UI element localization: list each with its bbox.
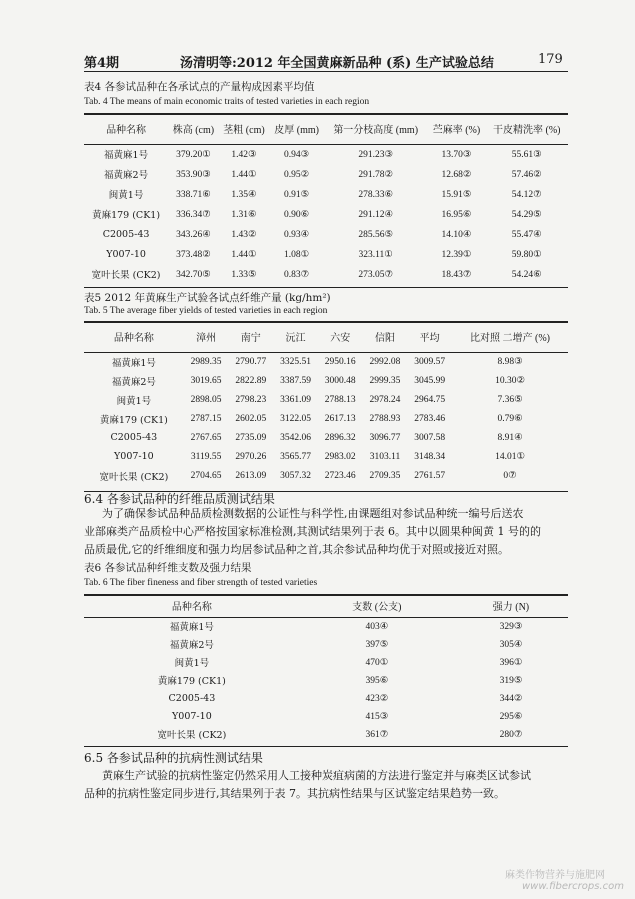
value-cell: 2983.02 bbox=[324, 451, 356, 462]
value-cell: 2989.35 bbox=[190, 356, 222, 367]
value-cell: 329③ bbox=[499, 621, 523, 632]
value-cell: 0⑦ bbox=[503, 471, 517, 481]
column-header: 苎麻率 (%) bbox=[427, 114, 485, 144]
table-row bbox=[84, 144, 568, 164]
page-number: 179 bbox=[538, 52, 563, 67]
value-cell: 2964.75 bbox=[414, 394, 446, 405]
para-line: 品种的抗病性鉴定同步进行,其结果列于表 7。其抗病性结果与区试鉴定结果趋势一致。 bbox=[84, 787, 505, 800]
column-header: 品种名称 bbox=[84, 322, 184, 352]
value-cell: 2896.32 bbox=[324, 432, 356, 443]
value-cell: 18.43⑦ bbox=[441, 269, 472, 280]
value-cell: 379.20① bbox=[176, 149, 211, 160]
value-cell: 353.90③ bbox=[176, 169, 211, 180]
value-cell: 2970.26 bbox=[235, 451, 267, 462]
value-cell: 15.91⑤ bbox=[441, 189, 472, 200]
value-cell: 3045.99 bbox=[414, 375, 446, 386]
table6-caption-cn: 表6 各参试品种纤维支数及强力结果 bbox=[84, 562, 252, 574]
value-cell: 361⑦ bbox=[365, 729, 389, 740]
value-cell: 342.70⑤ bbox=[176, 269, 211, 280]
table-header-row bbox=[84, 114, 568, 144]
value-cell: 54.29⑤ bbox=[511, 209, 542, 220]
para-line: 黄麻生产试验的抗病性鉴定仍然采用人工接种炭疽病菌的方法进行鉴定并与麻类区试参试 bbox=[102, 769, 531, 782]
value-cell: 285.56⑤ bbox=[358, 229, 393, 240]
value-cell: 397⑤ bbox=[365, 639, 389, 650]
value-cell: 2978.24 bbox=[369, 394, 401, 405]
table6 bbox=[84, 595, 568, 743]
section-6-4-heading: 6.4 各参试品种的纤维品质测试结果 bbox=[84, 492, 275, 506]
variety-name-cell: 宽叶长果 (CK2) bbox=[157, 730, 227, 741]
value-cell: 3542.06 bbox=[280, 432, 311, 443]
value-cell: 278.33⑥ bbox=[358, 189, 393, 200]
value-cell: 3009.57 bbox=[414, 356, 446, 367]
value-cell: 0.83⑦ bbox=[284, 269, 310, 280]
variety-name-cell: C2005-43 bbox=[102, 228, 150, 240]
table4-caption-cn: 表4 各参试品种在各承试点的产量构成因素平均值 bbox=[84, 81, 315, 93]
value-cell: 2798.23 bbox=[235, 394, 267, 405]
value-cell: 0.93④ bbox=[284, 229, 310, 240]
value-cell: 3361.09 bbox=[280, 394, 311, 405]
value-cell: 2613.09 bbox=[235, 470, 267, 481]
value-cell: 0.95② bbox=[284, 169, 310, 180]
value-cell: 2898.05 bbox=[190, 394, 222, 405]
para-line: 品质最优,它的纤维细度和强力均居参试品种之首,其余参试品种均优于对照或接近对照。 bbox=[84, 543, 509, 556]
value-cell: 2704.65 bbox=[190, 470, 222, 481]
value-cell: 1.43② bbox=[231, 229, 257, 240]
value-cell: 2617.13 bbox=[324, 413, 356, 424]
value-cell: 373.48② bbox=[176, 249, 211, 260]
variety-name-cell: 福黄麻2号 bbox=[111, 376, 156, 388]
table-row bbox=[84, 184, 568, 204]
value-cell: 2950.16 bbox=[324, 356, 356, 367]
table4-bottom-rule bbox=[84, 287, 568, 288]
section-6-5-heading: 6.5 各参试品种的抗病性测试结果 bbox=[84, 751, 263, 765]
value-cell: 0.91⑤ bbox=[284, 189, 310, 200]
value-cell: 403④ bbox=[365, 621, 389, 632]
value-cell: 57.46② bbox=[511, 169, 542, 180]
value-cell: 0.94③ bbox=[284, 149, 310, 160]
table-row bbox=[84, 244, 568, 264]
value-cell: 305④ bbox=[499, 639, 523, 650]
variety-name-cell: C2005-43 bbox=[110, 432, 158, 443]
value-cell: 336.34⑦ bbox=[176, 209, 211, 220]
column-header: 强力 (N) bbox=[454, 595, 568, 617]
variety-name-cell: 黄麻179 (CK1) bbox=[99, 414, 168, 426]
value-cell: 3057.32 bbox=[280, 470, 311, 481]
variety-name-cell: Y007-10 bbox=[106, 248, 146, 260]
value-cell: 14.01① bbox=[495, 452, 525, 462]
table-header-row bbox=[84, 322, 568, 352]
value-cell: 291.12④ bbox=[358, 209, 393, 220]
table-row bbox=[84, 707, 568, 725]
table-row bbox=[84, 447, 568, 466]
table-row bbox=[84, 224, 568, 244]
table-row bbox=[84, 466, 568, 485]
para-line: 为了确保参试品种品质检测数据的公证性与科学性,由课题组对参试品种统一编号后送农 bbox=[102, 507, 524, 520]
variety-name-cell: Y007-10 bbox=[172, 710, 212, 722]
column-header: 南宁 bbox=[228, 322, 273, 352]
value-cell: 291.78② bbox=[358, 169, 393, 180]
column-header: 株高 (cm) bbox=[168, 114, 219, 144]
value-cell: 470① bbox=[365, 657, 389, 668]
table-row bbox=[84, 635, 568, 653]
column-header: 支数 (公支) bbox=[300, 595, 454, 617]
value-cell: 338.71⑥ bbox=[176, 189, 211, 200]
value-cell: 1.31⑥ bbox=[231, 209, 257, 220]
value-cell: 273.05⑦ bbox=[358, 269, 393, 280]
value-cell: 3019.65 bbox=[190, 375, 222, 386]
value-cell: 7.36⑤ bbox=[497, 395, 523, 405]
column-header: 品种名称 bbox=[84, 114, 168, 144]
value-cell: 1.08① bbox=[284, 249, 310, 260]
issue-number: 第4期 bbox=[84, 56, 120, 71]
value-cell: 0.79⑥ bbox=[497, 414, 523, 424]
value-cell: 3387.59 bbox=[280, 375, 311, 386]
variety-name-cell: 福黄麻2号 bbox=[104, 170, 149, 181]
table-row bbox=[84, 164, 568, 184]
table-row bbox=[84, 352, 568, 371]
variety-name-cell: 闽黄1号 bbox=[174, 658, 210, 669]
variety-name-cell: 福黄麻2号 bbox=[169, 640, 214, 651]
value-cell: 3000.48 bbox=[324, 375, 356, 386]
value-cell: 12.39① bbox=[441, 249, 472, 260]
value-cell: 3103.11 bbox=[369, 451, 401, 462]
table-row bbox=[84, 725, 568, 743]
value-cell: 3565.77 bbox=[280, 451, 311, 462]
variety-name-cell: 闽黄1号 bbox=[108, 190, 144, 201]
value-cell: 343.26④ bbox=[176, 229, 211, 240]
value-cell: 2787.15 bbox=[190, 413, 222, 424]
variety-name-cell: 黄麻179 (CK1) bbox=[92, 210, 161, 221]
value-cell: 3096.77 bbox=[369, 432, 401, 443]
column-header: 漳州 bbox=[184, 322, 229, 352]
table-row bbox=[84, 264, 568, 284]
column-header: 第一分枝高度 (mm) bbox=[324, 114, 428, 144]
value-cell: 423② bbox=[365, 693, 389, 704]
section-6-5-paragraph bbox=[84, 767, 554, 803]
table4 bbox=[84, 114, 568, 284]
value-cell: 323.11① bbox=[358, 249, 393, 260]
value-cell: 344② bbox=[499, 693, 523, 704]
value-cell: 14.10④ bbox=[441, 229, 472, 240]
section-6-4-paragraph bbox=[84, 505, 554, 559]
column-header: 茎粗 (cm) bbox=[219, 114, 270, 144]
value-cell: 2723.46 bbox=[324, 470, 356, 481]
value-cell: 54.12⑦ bbox=[511, 189, 542, 200]
variety-name-cell: 闽黄1号 bbox=[116, 395, 152, 407]
value-cell: 2767.65 bbox=[190, 432, 222, 443]
value-cell: 2783.46 bbox=[414, 413, 446, 424]
column-header: 皮厚 (mm) bbox=[269, 114, 324, 144]
table-row bbox=[84, 653, 568, 671]
value-cell: 2602.05 bbox=[235, 413, 267, 424]
value-cell: 10.30② bbox=[495, 376, 525, 386]
value-cell: 2790.77 bbox=[235, 356, 267, 367]
table-row bbox=[84, 204, 568, 224]
running-title: 汤清明等:2012 年全国黄麻新品种 (系) 生产试验总结 bbox=[180, 56, 494, 71]
value-cell: 319⑤ bbox=[499, 675, 523, 686]
table-row bbox=[84, 428, 568, 447]
value-cell: 2822.89 bbox=[235, 375, 267, 386]
table6-caption-en: Tab. 6 The fiber fineness and fiber strength of tested varieties bbox=[84, 578, 318, 588]
column-header: 平均 bbox=[407, 322, 452, 352]
value-cell: 2992.08 bbox=[369, 356, 401, 367]
variety-name-cell: 宽叶长果 (CK2) bbox=[99, 471, 169, 483]
value-cell: 0.90⑥ bbox=[284, 209, 310, 220]
value-cell: 55.47④ bbox=[511, 229, 542, 240]
value-cell: 2788.93 bbox=[369, 413, 401, 424]
value-cell: 3148.34 bbox=[414, 451, 446, 462]
value-cell: 1.44① bbox=[231, 249, 257, 260]
table5-caption-cn: 表5 2012 年黄麻生产试验各试点纤维产量 (kg/hm²) bbox=[84, 292, 331, 304]
variety-name-cell: 宽叶长果 (CK2) bbox=[91, 270, 161, 281]
value-cell: 1.33⑤ bbox=[231, 269, 257, 280]
watermark-site-name: 麻类作物营养与施肥网 bbox=[505, 870, 605, 881]
table4-caption-en: Tab. 4 The means of main economic traits of tested varieties in each region bbox=[84, 97, 370, 107]
table-row bbox=[84, 689, 568, 707]
variety-name-cell: 黄麻179 (CK1) bbox=[157, 676, 226, 687]
value-cell: 2735.09 bbox=[235, 432, 267, 443]
table6-bottom-rule bbox=[84, 746, 568, 747]
table-row bbox=[84, 371, 568, 390]
value-cell: 3007.58 bbox=[414, 432, 446, 443]
value-cell: 54.24⑥ bbox=[511, 269, 542, 280]
column-header: 沅江 bbox=[273, 322, 318, 352]
column-header: 信阳 bbox=[363, 322, 408, 352]
variety-name-cell: 福黄麻1号 bbox=[169, 622, 214, 634]
value-cell: 55.61③ bbox=[511, 149, 542, 160]
column-header: 比对照 二增产 (%) bbox=[452, 322, 568, 352]
value-cell: 415③ bbox=[365, 711, 389, 722]
value-cell: 8.98③ bbox=[497, 357, 523, 368]
table-row bbox=[84, 390, 568, 409]
value-cell: 2999.35 bbox=[369, 375, 401, 386]
value-cell: 291.23③ bbox=[358, 149, 393, 160]
table-row bbox=[84, 409, 568, 428]
variety-name-cell: 福黄麻1号 bbox=[111, 357, 156, 369]
value-cell: 3119.55 bbox=[190, 451, 222, 462]
table5 bbox=[84, 322, 568, 485]
table-row bbox=[84, 671, 568, 689]
value-cell: 2709.35 bbox=[369, 470, 401, 481]
table-row bbox=[84, 617, 568, 635]
table-header-row bbox=[84, 595, 568, 617]
value-cell: 13.70③ bbox=[441, 149, 472, 160]
value-cell: 8.91④ bbox=[497, 433, 523, 443]
table5-caption-en: Tab. 5 The average fiber yields of tested varieties in each region bbox=[84, 306, 328, 316]
value-cell: 3122.05 bbox=[280, 413, 311, 424]
variety-name-cell: 福黄麻1号 bbox=[104, 150, 149, 162]
value-cell: 16.95⑥ bbox=[441, 209, 472, 220]
value-cell: 1.42③ bbox=[231, 149, 257, 160]
column-header: 六安 bbox=[318, 322, 363, 352]
value-cell: 12.68② bbox=[441, 169, 472, 180]
para-line: 业部麻类产品质检中心严格按国家标准检测,其测试结果列于表 6。其中以圆果种闽黄 1 号的的 bbox=[84, 525, 541, 538]
watermark-url: www.fibercrops.com bbox=[522, 881, 624, 892]
value-cell: 295⑥ bbox=[499, 711, 523, 722]
value-cell: 395⑥ bbox=[365, 675, 389, 686]
column-header: 干皮精洗率 (%) bbox=[485, 114, 568, 144]
value-cell: 280⑦ bbox=[499, 729, 523, 740]
variety-name-cell: Y007-10 bbox=[114, 451, 154, 462]
value-cell: 3325.51 bbox=[280, 356, 311, 367]
value-cell: 2788.13 bbox=[324, 394, 356, 405]
value-cell: 2761.57 bbox=[414, 470, 446, 481]
value-cell: 59.80① bbox=[511, 249, 542, 260]
variety-name-cell: C2005-43 bbox=[168, 692, 216, 704]
column-header: 品种名称 bbox=[84, 595, 300, 617]
value-cell: 1.35④ bbox=[231, 189, 257, 200]
header-rule bbox=[84, 71, 568, 72]
value-cell: 396① bbox=[499, 657, 523, 668]
value-cell: 1.44① bbox=[231, 169, 257, 180]
